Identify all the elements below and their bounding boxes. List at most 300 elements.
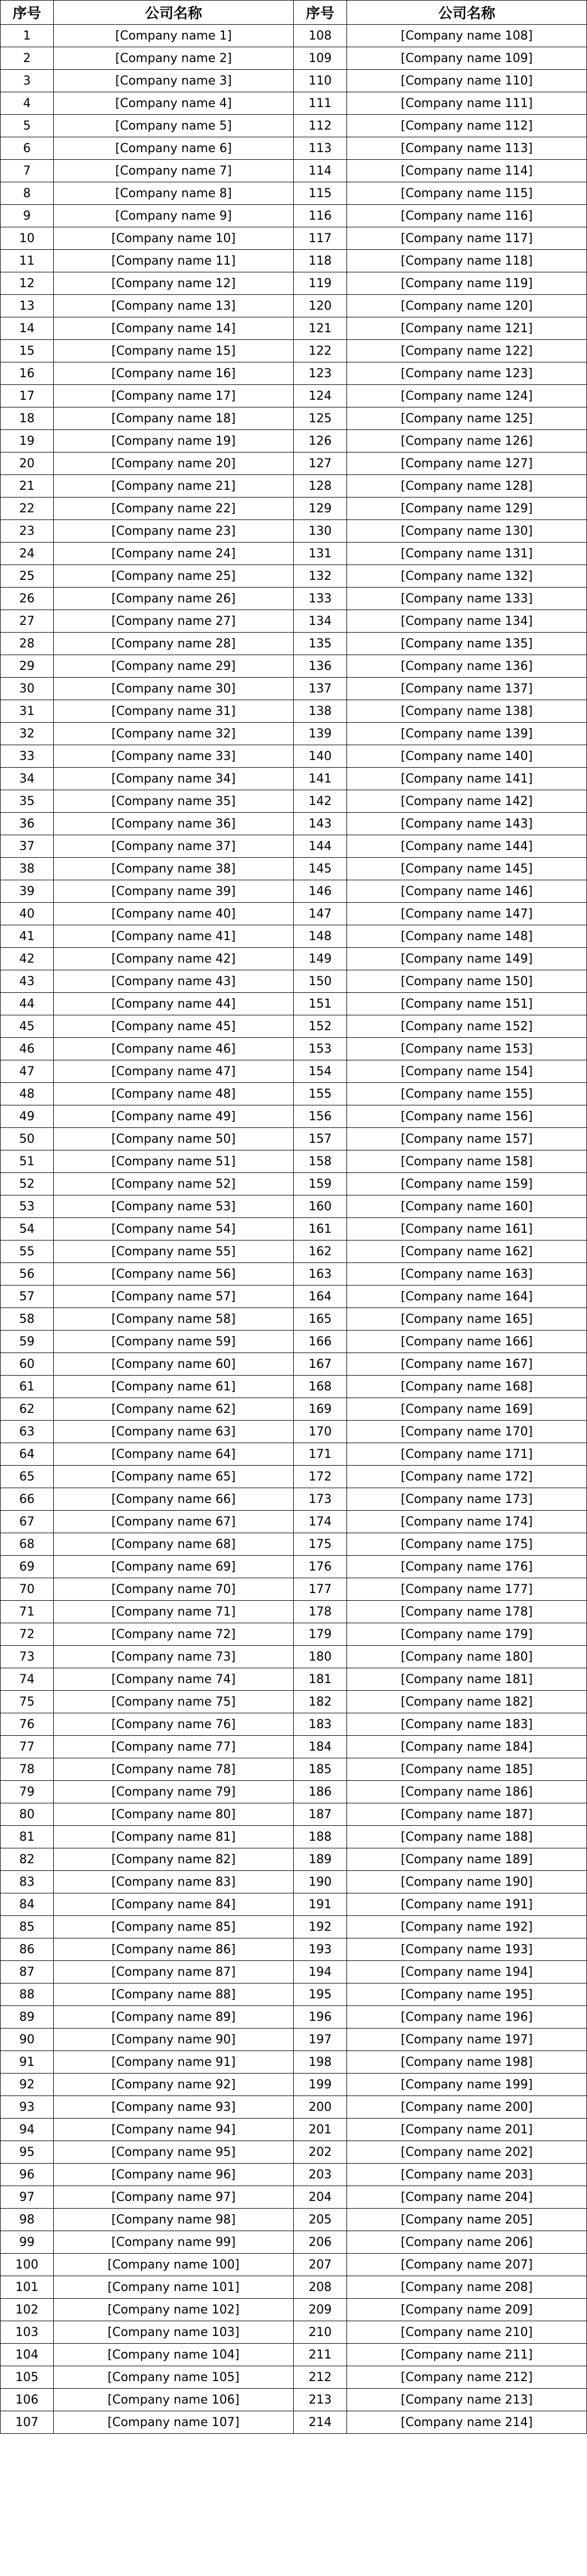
row-number-left: 71 — [1, 1601, 54, 1623]
row-number-right: 179 — [294, 1623, 347, 1646]
row-number-left: 89 — [1, 2006, 54, 2029]
company-name-left: [Company name 11] — [54, 250, 294, 272]
company-name-right: [Company name 138] — [347, 700, 587, 723]
company-name-right: [Company name 139] — [347, 723, 587, 745]
row-number-right: 212 — [294, 2366, 347, 2389]
row-number-right: 199 — [294, 2074, 347, 2096]
company-name-right: [Company name 213] — [347, 2389, 587, 2411]
row-number-left: 14 — [1, 317, 54, 340]
row-number-left: 100 — [1, 2254, 54, 2276]
table-row — [1, 1826, 587, 1848]
company-name-left: [Company name 84] — [54, 1893, 294, 1916]
company-name-left: [Company name 62] — [54, 1398, 294, 1421]
row-number-right: 109 — [294, 47, 347, 70]
company-name-right: [Company name 144] — [347, 835, 587, 858]
company-name-right: [Company name 124] — [347, 385, 587, 407]
row-number-left: 93 — [1, 2096, 54, 2119]
table-row — [1, 1578, 587, 1601]
row-number-left: 36 — [1, 813, 54, 835]
company-name-right: [Company name 140] — [347, 745, 587, 768]
company-name-left: [Company name 1] — [54, 25, 294, 47]
row-number-right: 194 — [294, 1961, 347, 1983]
company-name-left: [Company name 71] — [54, 1601, 294, 1623]
company-name-left: [Company name 26] — [54, 588, 294, 610]
row-number-left: 68 — [1, 1533, 54, 1556]
row-number-left: 61 — [1, 1376, 54, 1398]
row-number-right: 113 — [294, 137, 347, 160]
row-number-left: 37 — [1, 835, 54, 858]
table-row — [1, 340, 587, 362]
company-name-left: [Company name 43] — [54, 970, 294, 993]
company-name-right: [Company name 133] — [347, 588, 587, 610]
table-row — [1, 498, 587, 520]
table-row — [1, 2254, 587, 2276]
company-name-left: [Company name 5] — [54, 115, 294, 137]
row-number-left: 40 — [1, 903, 54, 925]
company-name-left: [Company name 91] — [54, 2051, 294, 2074]
company-name-right: [Company name 130] — [347, 520, 587, 543]
company-name-right: [Company name 199] — [347, 2074, 587, 2096]
row-number-left: 103 — [1, 2321, 54, 2344]
table-row — [1, 1105, 587, 1128]
company-name-left: [Company name 98] — [54, 2209, 294, 2231]
table-row — [1, 1601, 587, 1623]
row-number-left: 75 — [1, 1691, 54, 1713]
company-name-right: [Company name 194] — [347, 1961, 587, 1983]
company-name-right: [Company name 165] — [347, 1308, 587, 1331]
row-number-left: 94 — [1, 2119, 54, 2141]
row-number-left: 56 — [1, 1263, 54, 1286]
row-number-left: 64 — [1, 1443, 54, 1466]
row-number-right: 139 — [294, 723, 347, 745]
company-name-right: [Company name 159] — [347, 1173, 587, 1195]
table-row — [1, 1466, 587, 1488]
row-number-left: 41 — [1, 925, 54, 948]
row-number-left: 10 — [1, 227, 54, 250]
row-number-left: 84 — [1, 1893, 54, 1916]
company-name-right: [Company name 134] — [347, 610, 587, 633]
row-number-right: 167 — [294, 1353, 347, 1376]
company-name-left: [Company name 48] — [54, 1083, 294, 1105]
company-name-left: [Company name 86] — [54, 1938, 294, 1961]
row-number-left: 33 — [1, 745, 54, 768]
company-name-right: [Company name 179] — [347, 1623, 587, 1646]
row-number-left: 12 — [1, 272, 54, 295]
table-row — [1, 1983, 587, 2006]
row-number-right: 150 — [294, 970, 347, 993]
row-number-right: 203 — [294, 2164, 347, 2186]
table-row — [1, 745, 587, 768]
row-number-right: 115 — [294, 182, 347, 205]
company-name-left: [Company name 4] — [54, 92, 294, 115]
row-number-right: 213 — [294, 2389, 347, 2411]
company-name-right: [Company name 170] — [347, 1421, 587, 1443]
company-name-left: [Company name 69] — [54, 1556, 294, 1578]
row-number-right: 200 — [294, 2096, 347, 2119]
table-row — [1, 430, 587, 452]
company-name-right: [Company name 129] — [347, 498, 587, 520]
row-number-left: 72 — [1, 1623, 54, 1646]
company-name-right: [Company name 169] — [347, 1398, 587, 1421]
company-name-left: [Company name 67] — [54, 1511, 294, 1533]
row-number-right: 140 — [294, 745, 347, 768]
row-number-left: 62 — [1, 1398, 54, 1421]
table-row — [1, 137, 587, 160]
company-name-left: [Company name 87] — [54, 1961, 294, 1983]
company-name-left: [Company name 75] — [54, 1691, 294, 1713]
table-row — [1, 2164, 587, 2186]
table-row — [1, 970, 587, 993]
company-name-left: [Company name 81] — [54, 1826, 294, 1848]
company-name-right: [Company name 187] — [347, 1803, 587, 1826]
table-row — [1, 2321, 587, 2344]
table-header — [1, 1, 587, 25]
row-number-left: 86 — [1, 1938, 54, 1961]
company-name-left: [Company name 14] — [54, 317, 294, 340]
company-name-right: [Company name 201] — [347, 2119, 587, 2141]
company-name-left: [Company name 25] — [54, 565, 294, 588]
company-name-right: [Company name 175] — [347, 1533, 587, 1556]
table-row — [1, 1286, 587, 1308]
table-row — [1, 115, 587, 137]
row-number-right: 128 — [294, 475, 347, 498]
table-row — [1, 1015, 587, 1038]
company-name-left: [Company name 64] — [54, 1443, 294, 1466]
row-number-right: 163 — [294, 1263, 347, 1286]
company-name-left: [Company name 34] — [54, 768, 294, 790]
header-no-left: 序号 — [1, 1, 54, 25]
row-number-left: 31 — [1, 700, 54, 723]
company-name-right: [Company name 161] — [347, 1218, 587, 1240]
row-number-right: 120 — [294, 295, 347, 317]
company-name-right: [Company name 109] — [347, 47, 587, 70]
row-number-right: 146 — [294, 880, 347, 903]
company-name-right: [Company name 210] — [347, 2321, 587, 2344]
table-row — [1, 272, 587, 295]
table-row — [1, 2186, 587, 2209]
row-number-right: 214 — [294, 2411, 347, 2434]
company-name-left: [Company name 6] — [54, 137, 294, 160]
row-number-left: 23 — [1, 520, 54, 543]
row-number-right: 174 — [294, 1511, 347, 1533]
row-number-left: 99 — [1, 2231, 54, 2254]
header-no-right: 序号 — [294, 1, 347, 25]
company-name-right: [Company name 154] — [347, 1060, 587, 1083]
row-number-left: 82 — [1, 1848, 54, 1871]
row-number-left: 106 — [1, 2389, 54, 2411]
company-name-left: [Company name 74] — [54, 1668, 294, 1691]
table-body — [1, 25, 587, 2434]
row-number-left: 5 — [1, 115, 54, 137]
row-number-right: 207 — [294, 2254, 347, 2276]
company-name-left: [Company name 2] — [54, 47, 294, 70]
table-row — [1, 1533, 587, 1556]
header-name-right: 公司名称 — [347, 1, 587, 25]
table-row — [1, 1556, 587, 1578]
row-number-left: 57 — [1, 1286, 54, 1308]
row-number-left: 3 — [1, 70, 54, 92]
table-row — [1, 1353, 587, 1376]
table-row — [1, 182, 587, 205]
row-number-right: 122 — [294, 340, 347, 362]
table-row — [1, 1758, 587, 1781]
row-number-left: 17 — [1, 385, 54, 407]
table-row — [1, 1511, 587, 1533]
row-number-left: 52 — [1, 1173, 54, 1195]
company-name-right: [Company name 205] — [347, 2209, 587, 2231]
row-number-left: 15 — [1, 340, 54, 362]
row-number-left: 19 — [1, 430, 54, 452]
row-number-left: 95 — [1, 2141, 54, 2164]
company-name-left: [Company name 97] — [54, 2186, 294, 2209]
row-number-left: 29 — [1, 655, 54, 678]
company-name-left: [Company name 103] — [54, 2321, 294, 2344]
row-number-right: 195 — [294, 1983, 347, 2006]
company-name-right: [Company name 115] — [347, 182, 587, 205]
row-number-left: 88 — [1, 1983, 54, 2006]
row-number-left: 25 — [1, 565, 54, 588]
row-number-left: 26 — [1, 588, 54, 610]
table-row — [1, 2231, 587, 2254]
row-number-right: 189 — [294, 1848, 347, 1871]
table-row — [1, 2096, 587, 2119]
table-row — [1, 1308, 587, 1331]
company-name-right: [Company name 203] — [347, 2164, 587, 2186]
company-name-left: [Company name 76] — [54, 1713, 294, 1736]
company-name-left: [Company name 95] — [54, 2141, 294, 2164]
company-name-left: [Company name 73] — [54, 1646, 294, 1668]
row-number-left: 11 — [1, 250, 54, 272]
table-row — [1, 452, 587, 475]
company-name-right: [Company name 195] — [347, 1983, 587, 2006]
company-name-left: [Company name 107] — [54, 2411, 294, 2434]
table-row — [1, 948, 587, 970]
table-row — [1, 1218, 587, 1240]
table-row — [1, 678, 587, 700]
row-number-left: 73 — [1, 1646, 54, 1668]
row-number-right: 127 — [294, 452, 347, 475]
company-name-left: [Company name 50] — [54, 1128, 294, 1150]
table-row — [1, 2074, 587, 2096]
company-name-right: [Company name 178] — [347, 1601, 587, 1623]
company-name-right: [Company name 116] — [347, 205, 587, 227]
table-row — [1, 1803, 587, 1826]
row-number-right: 119 — [294, 272, 347, 295]
company-name-right: [Company name 113] — [347, 137, 587, 160]
header-row — [1, 1, 587, 25]
row-number-right: 112 — [294, 115, 347, 137]
company-name-left: [Company name 46] — [54, 1038, 294, 1060]
row-number-left: 101 — [1, 2276, 54, 2299]
table-row — [1, 1691, 587, 1713]
row-number-left: 83 — [1, 1871, 54, 1893]
company-name-right: [Company name 180] — [347, 1646, 587, 1668]
table-row — [1, 1263, 587, 1286]
company-name-right: [Company name 202] — [347, 2141, 587, 2164]
company-name-left: [Company name 38] — [54, 858, 294, 880]
table-row — [1, 1443, 587, 1466]
company-name-left: [Company name 23] — [54, 520, 294, 543]
company-name-left: [Company name 78] — [54, 1758, 294, 1781]
company-name-right: [Company name 153] — [347, 1038, 587, 1060]
company-name-left: [Company name 94] — [54, 2119, 294, 2141]
company-name-left: [Company name 89] — [54, 2006, 294, 2029]
row-number-left: 59 — [1, 1331, 54, 1353]
company-name-right: [Company name 163] — [347, 1263, 587, 1286]
company-name-right: [Company name 108] — [347, 25, 587, 47]
row-number-right: 182 — [294, 1691, 347, 1713]
table-row — [1, 317, 587, 340]
company-name-right: [Company name 177] — [347, 1578, 587, 1601]
row-number-left: 16 — [1, 362, 54, 385]
company-name-left: [Company name 40] — [54, 903, 294, 925]
row-number-right: 169 — [294, 1398, 347, 1421]
table-row — [1, 2389, 587, 2411]
company-name-right: [Company name 184] — [347, 1736, 587, 1758]
company-name-right: [Company name 156] — [347, 1105, 587, 1128]
company-name-right: [Company name 164] — [347, 1286, 587, 1308]
company-name-left: [Company name 82] — [54, 1848, 294, 1871]
table-row — [1, 835, 587, 858]
company-name-left: [Company name 68] — [54, 1533, 294, 1556]
company-name-right: [Company name 181] — [347, 1668, 587, 1691]
company-name-right: [Company name 212] — [347, 2366, 587, 2389]
row-number-left: 49 — [1, 1105, 54, 1128]
company-name-right: [Company name 119] — [347, 272, 587, 295]
company-name-left: [Company name 32] — [54, 723, 294, 745]
company-name-left: [Company name 45] — [54, 1015, 294, 1038]
company-name-left: [Company name 106] — [54, 2389, 294, 2411]
row-number-right: 158 — [294, 1150, 347, 1173]
table-row — [1, 813, 587, 835]
row-number-right: 193 — [294, 1938, 347, 1961]
row-number-left: 81 — [1, 1826, 54, 1848]
row-number-right: 130 — [294, 520, 347, 543]
company-name-left: [Company name 29] — [54, 655, 294, 678]
row-number-left: 65 — [1, 1466, 54, 1488]
company-name-right: [Company name 158] — [347, 1150, 587, 1173]
row-number-right: 170 — [294, 1421, 347, 1443]
row-number-left: 2 — [1, 47, 54, 70]
company-name-right: [Company name 206] — [347, 2231, 587, 2254]
row-number-left: 105 — [1, 2366, 54, 2389]
company-name-left: [Company name 42] — [54, 948, 294, 970]
company-name-right: [Company name 122] — [347, 340, 587, 362]
row-number-right: 133 — [294, 588, 347, 610]
row-number-right: 171 — [294, 1443, 347, 1466]
row-number-right: 180 — [294, 1646, 347, 1668]
company-name-left: [Company name 33] — [54, 745, 294, 768]
company-name-right: [Company name 150] — [347, 970, 587, 993]
row-number-left: 79 — [1, 1781, 54, 1803]
company-name-right: [Company name 147] — [347, 903, 587, 925]
table-row — [1, 1781, 587, 1803]
row-number-right: 142 — [294, 790, 347, 813]
company-name-right: [Company name 121] — [347, 317, 587, 340]
table-row — [1, 610, 587, 633]
table-row — [1, 700, 587, 723]
row-number-left: 76 — [1, 1713, 54, 1736]
row-number-left: 78 — [1, 1758, 54, 1781]
row-number-right: 183 — [294, 1713, 347, 1736]
table-row — [1, 407, 587, 430]
company-name-right: [Company name 118] — [347, 250, 587, 272]
table-row — [1, 475, 587, 498]
company-name-left: [Company name 80] — [54, 1803, 294, 1826]
company-name-left: [Company name 85] — [54, 1916, 294, 1938]
company-name-left: [Company name 105] — [54, 2366, 294, 2389]
table-row — [1, 1195, 587, 1218]
row-number-left: 74 — [1, 1668, 54, 1691]
table-row — [1, 227, 587, 250]
row-number-right: 154 — [294, 1060, 347, 1083]
row-number-left: 87 — [1, 1961, 54, 1983]
company-name-left: [Company name 28] — [54, 633, 294, 655]
company-name-left: [Company name 20] — [54, 452, 294, 475]
company-name-right: [Company name 151] — [347, 993, 587, 1015]
row-number-left: 38 — [1, 858, 54, 880]
row-number-right: 143 — [294, 813, 347, 835]
row-number-right: 192 — [294, 1916, 347, 1938]
row-number-right: 155 — [294, 1083, 347, 1105]
row-number-left: 6 — [1, 137, 54, 160]
row-number-left: 77 — [1, 1736, 54, 1758]
table-row — [1, 1713, 587, 1736]
row-number-right: 177 — [294, 1578, 347, 1601]
company-name-right: [Company name 112] — [347, 115, 587, 137]
company-name-left: [Company name 21] — [54, 475, 294, 498]
row-number-right: 184 — [294, 1736, 347, 1758]
company-name-left: [Company name 65] — [54, 1466, 294, 1488]
company-name-right: [Company name 162] — [347, 1240, 587, 1263]
company-name-right: [Company name 214] — [347, 2411, 587, 2434]
company-name-left: [Company name 104] — [54, 2344, 294, 2366]
row-number-right: 176 — [294, 1556, 347, 1578]
table-row — [1, 723, 587, 745]
company-name-right: [Company name 160] — [347, 1195, 587, 1218]
table-row — [1, 2366, 587, 2389]
row-number-left: 47 — [1, 1060, 54, 1083]
company-name-right: [Company name 125] — [347, 407, 587, 430]
company-name-right: [Company name 128] — [347, 475, 587, 498]
table-row — [1, 925, 587, 948]
row-number-left: 4 — [1, 92, 54, 115]
company-name-left: [Company name 15] — [54, 340, 294, 362]
company-name-left: [Company name 44] — [54, 993, 294, 1015]
row-number-right: 137 — [294, 678, 347, 700]
row-number-left: 67 — [1, 1511, 54, 1533]
company-name-left: [Company name 66] — [54, 1488, 294, 1511]
row-number-left: 13 — [1, 295, 54, 317]
table-row — [1, 1150, 587, 1173]
row-number-right: 125 — [294, 407, 347, 430]
row-number-right: 156 — [294, 1105, 347, 1128]
row-number-left: 92 — [1, 2074, 54, 2096]
row-number-left: 97 — [1, 2186, 54, 2209]
table-row — [1, 993, 587, 1015]
row-number-right: 132 — [294, 565, 347, 588]
company-name-left: [Company name 96] — [54, 2164, 294, 2186]
company-name-left: [Company name 51] — [54, 1150, 294, 1173]
company-name-left: [Company name 22] — [54, 498, 294, 520]
row-number-right: 126 — [294, 430, 347, 452]
row-number-right: 196 — [294, 2006, 347, 2029]
table-row — [1, 1938, 587, 1961]
table-row — [1, 1916, 587, 1938]
row-number-right: 160 — [294, 1195, 347, 1218]
company-name-right: [Company name 185] — [347, 1758, 587, 1781]
table-row — [1, 1488, 587, 1511]
